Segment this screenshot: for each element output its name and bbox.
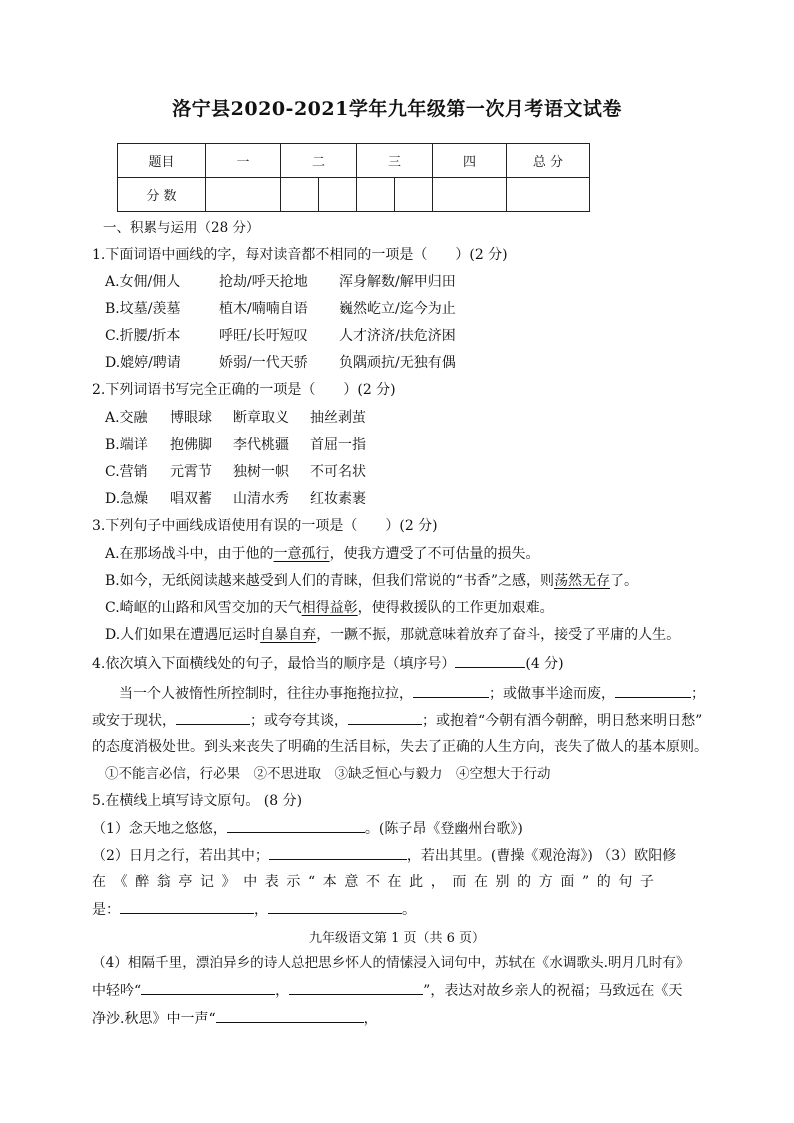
- score-row-label: 分 数: [118, 178, 206, 212]
- q4-text: ；或抱着“今朝有酒今朝醉，明日愁来明日愁”: [422, 713, 703, 729]
- score-table: [117, 143, 590, 212]
- exam-title: 洛宁县2020-2021学年九年级第一次月考语文试卷: [172, 98, 622, 120]
- q2c-col3: 独树一帜: [233, 464, 289, 480]
- q2a-col1: A.交融: [105, 410, 148, 426]
- q4-text: 当一个人被惰性所控制时，往往办事拖拖拉拉，: [119, 686, 413, 702]
- answer-blank[interactable]: [216, 1008, 364, 1023]
- q5-text: ，: [275, 983, 290, 999]
- question-4-stem: [92, 653, 564, 674]
- score-cell-label: 题目: [118, 144, 206, 178]
- q5-text: ，若出其里。(曹操《观沧海》) （3）欧阳修: [406, 848, 677, 864]
- q2b-col3: 李代桃疆: [233, 437, 289, 453]
- q1d-col2: 娇弱/一代天骄: [219, 355, 308, 371]
- score-table-header-row: [118, 144, 590, 178]
- q4-paragraph-line1: [119, 683, 705, 704]
- answer-blank[interactable]: [269, 845, 407, 860]
- q3c-text: C.崎岖的山路和风雪交加的天气: [105, 600, 302, 616]
- q1c-col2: 呼旺/长吁短叹: [219, 328, 308, 344]
- q2c-col4: 不可名状: [310, 464, 366, 480]
- q1a-col3: 浑身解数/解甲归田: [339, 274, 456, 290]
- q5-item-4: （4）相隔千里，漂泊异乡的诗人总把思乡怀人的情愫浸入词句中，苏轼在《水调歌头.明月几时有》: [92, 955, 690, 971]
- score-blank: [281, 178, 319, 212]
- question-2-stem: 2.下列词语书写完全正确的一项是（ ）(2 分): [92, 382, 396, 398]
- q4-text: 或安于现状，: [92, 713, 176, 729]
- q2c-col2: 元霄节: [170, 464, 212, 480]
- answer-blank[interactable]: [120, 899, 254, 914]
- q3c-text-end: ，使得救援队的工作更加艰难。: [357, 600, 554, 616]
- q3b-text: B.如今，无纸阅读越来越受到人们的青睐，但我们常说的“书香”之感，则: [105, 573, 555, 589]
- q4-paragraph-line3: 的态度消极处世。到头来丧失了明确的生活目标，失去了正确的人生方向，丧失了做人的基本原则。: [92, 739, 708, 755]
- q2d-col1: D.急燥: [105, 491, 149, 507]
- section-heading: 一、积累与运用（28 分）: [103, 220, 260, 236]
- q4-text: ；: [691, 686, 705, 702]
- answer-blank[interactable]: [176, 710, 250, 725]
- q5-item-1: [92, 818, 523, 839]
- question-3-stem: 3.下列句子中画线成语使用有误的一项是（ ）(2 分): [92, 518, 438, 534]
- score-blank: [319, 178, 357, 212]
- score-blank: [357, 178, 395, 212]
- score-cell-part1: 一: [206, 144, 281, 178]
- q3c-underlined-idiom: 相得益彰: [301, 600, 358, 616]
- q3b-underlined-idiom: 荡然无存: [554, 573, 611, 589]
- q3d-text-end: ，一蹶不振，那就意味着放弃了奋斗，接受了平庸的人生。: [316, 627, 681, 643]
- q3-option-c: [105, 598, 554, 618]
- q5-item-2: [92, 845, 676, 866]
- answer-blank[interactable]: [413, 683, 489, 698]
- q3d-underlined-idiom: 自暴自弃: [260, 627, 317, 643]
- q3a-text: A.在那场战斗中，由于他的: [105, 546, 274, 562]
- q2d-col2: 唱双蓄: [170, 491, 212, 507]
- q5-item-4-line2: [92, 980, 682, 1001]
- page-footer: 九年级语文第 1 页（共 6 页）: [308, 931, 486, 946]
- q2c-col1: C.营销: [105, 464, 148, 480]
- q5-text: （1）念天地之悠悠，: [92, 821, 227, 837]
- q2d-col4: 红妆素裹: [310, 491, 366, 507]
- q1d-col1: D.媲婷/聘请: [105, 355, 181, 371]
- answer-blank[interactable]: [348, 710, 422, 725]
- q4-choices: ①不能言必信，行必果 ②不思进取 ③缺乏恒心与毅力 ④空想大于行动: [105, 766, 551, 782]
- q4-text: ；或夸夸其谈，: [250, 713, 348, 729]
- q2a-col4: 抽丝剥茧: [310, 410, 366, 426]
- q1b-col3: 巍然屹立/迄今为止: [339, 301, 456, 317]
- q5-item-3-answer: [92, 899, 416, 920]
- question-1-stem: 1.下面词语中画线的字，每对读音都不相同的一项是（ ）(2 分): [92, 247, 508, 263]
- answer-blank[interactable]: [141, 980, 275, 995]
- score-cell-part2: 二: [281, 144, 357, 178]
- q5-text: 净沙.秋思》中一声“: [92, 1011, 216, 1027]
- q1b-col1: B.坟墓/羡墓: [105, 301, 181, 317]
- q3-option-d: [105, 625, 680, 645]
- q3-option-a: [105, 544, 540, 564]
- q3b-text-end: 了。: [610, 573, 639, 589]
- q5-text: 中轻吟“: [92, 983, 142, 999]
- q4-paragraph-line2: [92, 710, 702, 731]
- q5-text: ”，表达对故乡亲人的祝福；马致远在《天: [423, 983, 683, 999]
- q5-text: ，: [254, 902, 268, 918]
- score-cell-part3: 三: [357, 144, 433, 178]
- q4-score: (4 分): [525, 656, 564, 672]
- score-blank: [206, 178, 281, 212]
- q4-stem-text: 4.依次填入下面横线处的句子，最恰当的顺序是（填序号）: [92, 656, 456, 672]
- q3a-underlined-idiom: 一意孤行: [273, 546, 330, 562]
- q2b-col2: 抱佛脚: [170, 437, 212, 453]
- q2d-col3: 山清水秀: [233, 491, 289, 507]
- score-blank: [433, 178, 507, 212]
- answer-blank[interactable]: [455, 653, 525, 668]
- answer-blank[interactable]: [615, 683, 691, 698]
- q3d-text: D.人们如果在遭遇厄运时: [105, 627, 261, 643]
- q5-text: 。: [402, 902, 416, 918]
- q3-option-b: [105, 571, 638, 591]
- q1c-col3: 人才济济/扶危济困: [339, 328, 456, 344]
- q1a-col1: A.女佣/佣人: [105, 274, 181, 290]
- q5-item-4-line3: [92, 1008, 378, 1029]
- q5-text: 是：: [92, 902, 120, 918]
- score-cell-part4: 四: [433, 144, 507, 178]
- q1d-col3: 负隅顽抗/无独有偶: [339, 355, 456, 371]
- q1a-col2: 抢劫/呼天抢地: [219, 274, 308, 290]
- answer-blank[interactable]: [289, 980, 423, 995]
- q5-text: ，: [363, 1011, 378, 1027]
- q4-text: ；或做事半途而废，: [489, 686, 615, 702]
- q5-item-3: 在《醉翁亭记》中表示“本意不在此，而在别的方面”的句子: [92, 874, 662, 890]
- q5-text: 。(陈子昂《登幽州台歌》): [364, 821, 523, 837]
- answer-blank[interactable]: [227, 818, 365, 833]
- q1c-col1: C.折腰/折本: [105, 328, 181, 344]
- q3a-text-end: ，使我方遭受了不可估量的损失。: [329, 546, 540, 562]
- score-blank: [395, 178, 433, 212]
- q2a-col3: 断章取义: [233, 410, 289, 426]
- q2a-col2: 博眼球: [170, 410, 212, 426]
- answer-blank[interactable]: [268, 899, 402, 914]
- score-cell-total: 总 分: [507, 144, 590, 178]
- question-5-stem: 5.在横线上填写诗文原句。 (8 分): [92, 793, 303, 809]
- q2b-col1: B.端详: [105, 437, 148, 453]
- q1b-col2: 植木/喃喃自语: [219, 301, 308, 317]
- q2b-col4: 首屈一指: [310, 437, 366, 453]
- score-table-score-row: [118, 178, 590, 212]
- score-blank: [507, 178, 590, 212]
- q5-text: （2）日月之行，若出其中；: [92, 848, 269, 864]
